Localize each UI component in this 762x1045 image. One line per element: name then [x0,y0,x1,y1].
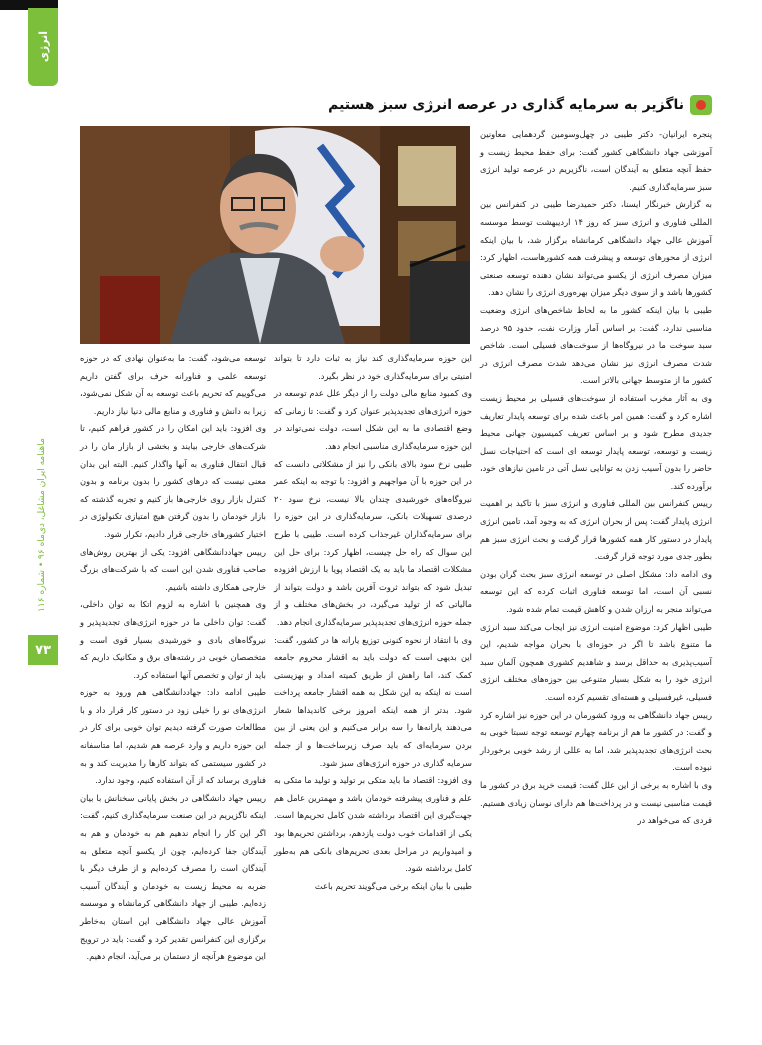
page-number: ۷۳ [28,635,58,665]
speaker-photo [80,126,470,344]
section-label: انرژی [36,31,50,63]
paragraph: این حوزه سرمایه‌گذاری کند نیاز به ثبات دارد تا بتواند امنیتی برای سرمایه‌گذاری خود در نظر بگیرد. [274,353,472,381]
paragraph: توسعه می‌شود، گفت: ما به‌عنوان نهادی که در حوزه توسعه علمی و فناورانه حرف برای گفتن داریم می‌گوییم که تحریم باعث توسعه به آن شکل نمی‌شود، زیرا به دانش و فناوری و منابع مالی دنیا نیاز داریم. [80,353,266,416]
paragraph: طیبی ادامه داد: جهاددانشگاهی هم ورود به حوزه انرژی‌های نو را خیلی زود در دستور کار قرار داد و با مطالعات صورت گرفته دیدیم توان خوبی برای کار در این حوزه داریم و وارد عرصه هم شدیم، اما متاسفانه در کشور سیستمی که بتواند کارها را مدیریت کند و به فناوری برساند که از آن استفاده کنیم، وجود ندارد. [80,687,266,786]
issue-info: ماهنامه ایران مشاغل، دی‌ماه ۹۶ • شماره ۱۱۶ [37,438,47,612]
paragraph: وی افزود: اقتصاد ما باید متکی بر تولید و تولید ما متکی به علم و فناوری پیشرفته خودمان باشد و مهمترین عامل هم جهت‌گیری این اقتصاد برداشته شدن کامل تحریم‌ها است. یکی از اقدامات خوب دولت یازدهم، برداشتن تحریم‌ها بود و امیدواریم در مراحل بعدی تحریم‌های بانکی هم به‌طور کامل برداشته شود. [274,775,472,874]
article-column-right [480,126,712,830]
paragraph: وی با اشاره به برخی از این علل گفت: قیمت خرید برق در کشور ما قیمت مناسبی نیست و در پرداخت‌ها هم دارای نوسان زیادی هستیم. فردی که می‌خواهد در [480,779,712,826]
paragraph: وی افزود: باید این امکان را در کشور فراهم کنیم، تا شرکت‌های خارجی بیایند و بخشی از بازار مان را در قبال انتقال فناوری به آنها واگذار کنیم. البته این بدان معنی نیست که درهای کشور را بدون برنامه و بدون کنترل بازار روی خارجی‌ها باز کنیم و تجربه گذشته که بازار خودمان را بدون گرفتن هیچ امتیازی تکنولوژی در اختیار کشورهای خارجی قرار دادیم، تکرار شود. [80,423,266,539]
article-column-middle [274,350,472,895]
paragraph: رییس کنفرانس بین المللی فناوری و انرژی سبز با تاکید بر اهمیت انرژی پایدار گفت: پس از بحران انرژی که به وجود آمد، تامین انرژی پایدار در دستور کار همه کشورها قرار گرفت و بحث انرژی سبز هم بطور جدی مورد توجه قرار گرفت. [480,498,712,562]
article-column-left [80,350,266,966]
section-tab [28,8,58,86]
paragraph: وی همچنین با اشاره به لزوم اتکا به توان داخلی، گفت: توان داخلی ما در حوزه انرژی‌های تجدیدپذیر و نیروگاه‌های بادی و خورشیدی بسیار قوی است و متخصصان خوبی در رشته‌های برق و مکانیک داریم که باید از توان و تخصص آنها استفاده کرد. [80,599,266,680]
paragraph: طیبی با بیان اینکه برخی می‌گویند تحریم باعث [314,880,472,891]
paragraph: رییس جهاد دانشگاهی به ورود کشورمان در این حوزه نیز اشاره کرد و گفت: در کشور ما هم از برنامه چهارم توسعه توجه نسبتا خوبی به بحث انرژی‌های تجدیدپذیر شد، اما به عللی از رشد خوبی برخوردار نبوده است. [480,709,712,773]
paragraph: وی به آثار مخرب استفاده از سوخت‌های فسیلی بر محیط زیست اشاره کرد و گفت: همین امر باعث شده برای توسعه پایدار تعاریف جدیدی مطرح شود و بر اساس تعریف کمیسیون جهانی محیط زیست و توسعه، توسعه پایدار توسعه ای است که احتیاجات نسل حاضر را بدون آسیب زدن به توانایی نسل آتی در تامین نیازهای خود، برآورده کند. [480,392,712,491]
paragraph: به گزارش خبرنگار ایسنا، دکتر حمیدرضا طیبی در کنفرانس بین المللی فناوری و انرژی سبز که روز ۱۴ اردیبهشت توسط موسسه آموزش عالی جهاد دانشگاهی کرمانشاه برگزار شد، با بیان اینکه انرژی از محورهای توسعه و پیشرفت همه کشورهاست، اظهار کرد: میزان مصرف انرژی از یکسو می‌تواند نشان دهنده توسعه صنعتی کشورها باشد و از سوی دیگر میزان بهره‌وری انرژی را نشان دهد. [480,199,713,298]
paragraph: طیبی با بیان اینکه کشور ما به لحاظ شاخص‌های انرژی وضعیت مناسبی ندارد، گفت: بر اساس آمار وزارت نفت، حدود ۹۵ درصد سبد سوخت ما در نیروگاه‌ها از سوخت‌های فسیلی است. شاخص شدت مصرف انرژی نیز نشان می‌دهد شدت مصرف انرژی در کشور ما از متوسط جهانی بالاتر است. [480,304,712,386]
paragraph: وی با انتقاد از نحوه کنونی توزیع یارانه ها در کشور، گفت: این بدیهی است که دولت باید به اقشار محروم جامعه کمک کند، اما راهش از طریق کمیته امداد و بهزیستی است نه اینکه به این شکل به همه اقشار جامعه پرداخت شود. بدتر از همه اینکه امروز برخی کاندیداها شعار می‌دهند یارانه‌ها را سه برابر می‌کنیم و این یعنی از بین بردن سرمایه‌ای که باید صرف زیرساخت‌ها و از جمله سرمایه گذاری در حوزه انرژی‌های سبز شود. [274,634,472,768]
leaf-icon [690,95,712,115]
paragraph: طیبی اظهار کرد: موضوع امنیت انرژی نیز ایجاب می‌کند سبد انرژی ما متنوع باشد تا اگر در حوزه‌ای با بحران مواجه شدیم، این آسیب‌پذیری به حداقل برسد و شاهدیم کشوری همچون آلمان سبد انرژی خود را به شکل بسیار متنوعی بین حوزه‌های مختلف انرژی فسیلی، غیرفسیلی و هسته‌ای تقسیم کرده است. [480,621,712,702]
headline-row [328,92,712,118]
paragraph: طیبی نرخ سود بالای بانکی را نیز از مشکلاتی دانست که در این حوزه با آن مواجهیم و افزود: با توجه به اینکه عمر نیروگاه‌های خورشیدی چندان بالا نیست، نرخ سود ۲۰ درصدی تسهیلات بانکی، سرمایه‌گذاری در این حوزه را برای سرمایه‌گذاران غیرجذاب کرده است. طیبی با طرح این سوال که راه حل چیست، اظهار کرد: برای حل این مشکلات اقتصاد ما باید به یک اقتصاد پویا با ارزش افزوده تبدیل شود که بتواند ثروت آفرین باشد و دولت بتواند از مالیاتی که از تولید می‌گیرد، در بخش‌های مختلف و از جمله حوزه انرژی‌های تجدیدپذیر سرمایه‌گذاری انجام دهد. [274,458,472,627]
paragraph: پنجره ایرانیان- دکتر طیبی در چهل‌وسومین گردهمایی معاونین آموزشی جهاد دانشگاهی کشور گفت: برای حفظ محیط زیست و حفظ آنچه متعلق به آیندگان است، ناگزیریم در عرصه تولید انرژی سبز سرمایه‌گذاری کنیم. [480,129,712,192]
paragraph: رییس جهاد دانشگاهی در بخش پایانی سخنانش با بیان اینکه ناگزیریم در این صنعت سرمایه‌گذاری کنیم، گفت: اگر این کار را انجام ندهیم هم به خودمان و هم به آیندگان جفا کرده‌ایم، چون از یکسو آنچه متعلق به آیندگان است را مصرف کرده‌ایم و از طرف دیگر با ضربه به محیط زیست به خودمان و آیندگان آسیب زده‌ایم. طیبی از جهاد دانشگاهی کرمانشاه و موسسه آموزش عالی جهاد دانشگاهی این استان به‌خاطر برگزاری این کنفرانس تقدیر کرد و گفت: باید در ترویج این موضوع هرآنچه از دستمان بر می‌آید، انجام دهیم. [80,792,266,962]
paragraph: وی ادامه داد: مشکل اصلی در توسعه انرژی سبز بحث گران بودن نسبی آن است، اما توسعه فناوری اثبات کرده که این توسعه می‌تواند منجر به ارزان شدن و کاهش قیمت تمام شده شود. [480,568,712,615]
paragraph: رییس جهاددانشگاهی افزود: یکی از بهترین روش‌های صاحب فناوری شدن این است که با شرکت‌های بزرگ خارجی همکاری داشته باشیم. [80,546,266,592]
magazine-side-text [34,420,50,630]
paragraph: وی کمبود منابع مالی دولت را از دیگر علل عدم توسعه در حوزه انرژی‌های تجدیدپذیر عنوان کرد و گفت: تا زمانی که وضع اقتصادی ما به این شکل است، دولت نمی‌تواند در این حوزه سرمایه‌گذاری مناسبی انجام دهد. [274,388,472,451]
article-headline: ناگزیر به سرمایه گذاری در عرصه انرژی سبز هستیم [328,97,684,113]
